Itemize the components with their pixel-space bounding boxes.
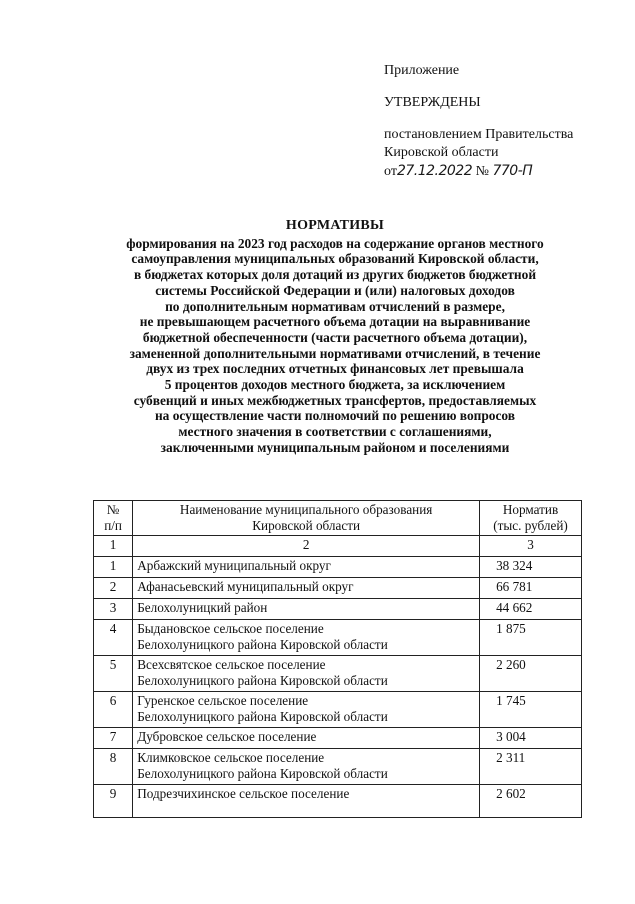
table-row xyxy=(94,728,582,749)
header-name xyxy=(133,501,480,536)
table-row xyxy=(94,656,582,692)
main-title: НОРМАТИВЫ xyxy=(285,218,385,233)
table-row xyxy=(94,692,582,728)
row-name xyxy=(133,728,480,749)
row-name-line: Подрезчихинское сельское поселение xyxy=(137,786,350,801)
row-name-line: Дубровское сельское поселение xyxy=(137,729,317,744)
header-value-line-2: (тыс. рублей) xyxy=(493,518,568,533)
column-index-row xyxy=(94,536,582,557)
norms-table xyxy=(93,500,582,818)
row-number: 1 xyxy=(94,557,133,578)
header-number-line-1: № xyxy=(106,502,120,517)
row-number: 7 xyxy=(94,728,133,749)
document-title xyxy=(40,218,630,456)
title-line: формирования на 2023 год расходов на содержание органов местного xyxy=(126,235,544,251)
row-name-line: Всехсвятское сельское поселение xyxy=(137,657,326,672)
row-number: 4 xyxy=(94,620,133,656)
handwritten-date: 27.12.2022 xyxy=(396,163,473,179)
row-name-line: Белохолуницкий район xyxy=(137,600,268,615)
index-cell: 2 xyxy=(133,536,480,557)
index-cell: 3 xyxy=(480,536,582,557)
row-name xyxy=(133,620,480,656)
row-name xyxy=(133,785,480,818)
header-number xyxy=(94,501,133,536)
row-name-line: Афанасьевский муниципальный округ xyxy=(137,579,354,594)
row-number: 9 xyxy=(94,785,133,818)
row-name xyxy=(133,599,480,620)
row-name-line: Гуренское сельское поселение xyxy=(137,693,309,708)
row-number: 5 xyxy=(94,656,133,692)
date-prefix: от xyxy=(384,164,397,179)
resolution-line-2: Кировской области xyxy=(384,145,499,160)
resolution-line-1: постановлением Правительства xyxy=(384,127,574,142)
row-name-line: Арбажский муниципальный округ xyxy=(137,558,331,573)
approval-block xyxy=(384,62,624,181)
row-name-line: Белохолуницкого района Кировской области xyxy=(137,766,388,781)
row-value: 3 004 xyxy=(480,728,582,749)
row-name-line: Белохолуницкого района Кировской области xyxy=(137,637,388,652)
number-prefix: № xyxy=(475,164,489,179)
row-value: 2 260 xyxy=(480,656,582,692)
table-row xyxy=(94,578,582,599)
title-line: местного значения в соответствии с соглашениями, xyxy=(178,424,492,440)
row-value: 1 875 xyxy=(480,620,582,656)
header-name-line-2: Кировской области xyxy=(252,518,361,533)
header-value xyxy=(480,501,582,536)
row-value: 1 745 xyxy=(480,692,582,728)
table-header-row xyxy=(94,501,582,536)
table-row xyxy=(94,599,582,620)
title-line: субвенций и иных межбюджетных трансфертов, предоставляемых xyxy=(133,392,537,408)
title-line: замененной дополнительными нормативами отчислений, в течение xyxy=(129,345,541,361)
title-line: самоуправления муниципальных образований Кировской области, xyxy=(131,251,539,267)
header-value-line-1: Норматив xyxy=(502,502,559,517)
table-row xyxy=(94,749,582,785)
row-number: 6 xyxy=(94,692,133,728)
resolution-date-line xyxy=(384,162,624,181)
title-line: заключенными муниципальным районом и поселениями xyxy=(160,439,510,455)
title-line: не превышающем расчетного объема дотации на выравнивание xyxy=(139,314,531,330)
title-line: двух из трех последних отчетных финансовых лет превышала xyxy=(146,361,524,377)
title-line: 5 процентов доходов местного бюджета, за исключением xyxy=(164,377,506,393)
row-value: 66 781 xyxy=(480,578,582,599)
row-value: 44 662 xyxy=(480,599,582,620)
index-cell: 1 xyxy=(94,536,133,557)
header-number-line-2: п/п xyxy=(104,518,122,533)
row-name xyxy=(133,656,480,692)
row-name xyxy=(133,749,480,785)
row-value: 38 324 xyxy=(480,557,582,578)
row-value: 2 602 xyxy=(480,785,582,818)
title-line: бюджетной обеспеченности (части расчетного объема дотации), xyxy=(142,329,528,345)
row-name xyxy=(133,557,480,578)
row-name xyxy=(133,692,480,728)
handwritten-number: 770-П xyxy=(492,163,533,179)
row-number: 2 xyxy=(94,578,133,599)
row-name-line: Климковское сельское поселение xyxy=(137,750,325,765)
table-row xyxy=(94,785,582,818)
title-line: в бюджетах которых доля дотаций из других бюджетов бюджетной xyxy=(133,267,537,283)
table-row xyxy=(94,620,582,656)
row-value: 2 311 xyxy=(480,749,582,785)
title-line: на осуществление части полномочий по решению вопросов xyxy=(154,408,516,424)
row-name-line: Быдановское сельское поселение xyxy=(137,621,324,636)
table-row xyxy=(94,557,582,578)
row-name xyxy=(133,578,480,599)
row-name-line: Белохолуницкого района Кировской области xyxy=(137,709,388,724)
title-line: системы Российской Федерации и (или) налоговых доходов xyxy=(155,282,515,298)
title-line: по дополнительным нормативам отчислений в размере, xyxy=(165,298,505,314)
appendix-label: Приложение xyxy=(384,63,460,78)
approved-label: УТВЕРЖДЕНЫ xyxy=(384,95,481,110)
header-name-line-1: Наименование муниципального образования xyxy=(179,502,433,517)
row-name-line: Белохолуницкого района Кировской области xyxy=(137,673,388,688)
row-number: 8 xyxy=(94,749,133,785)
row-number: 3 xyxy=(94,599,133,620)
